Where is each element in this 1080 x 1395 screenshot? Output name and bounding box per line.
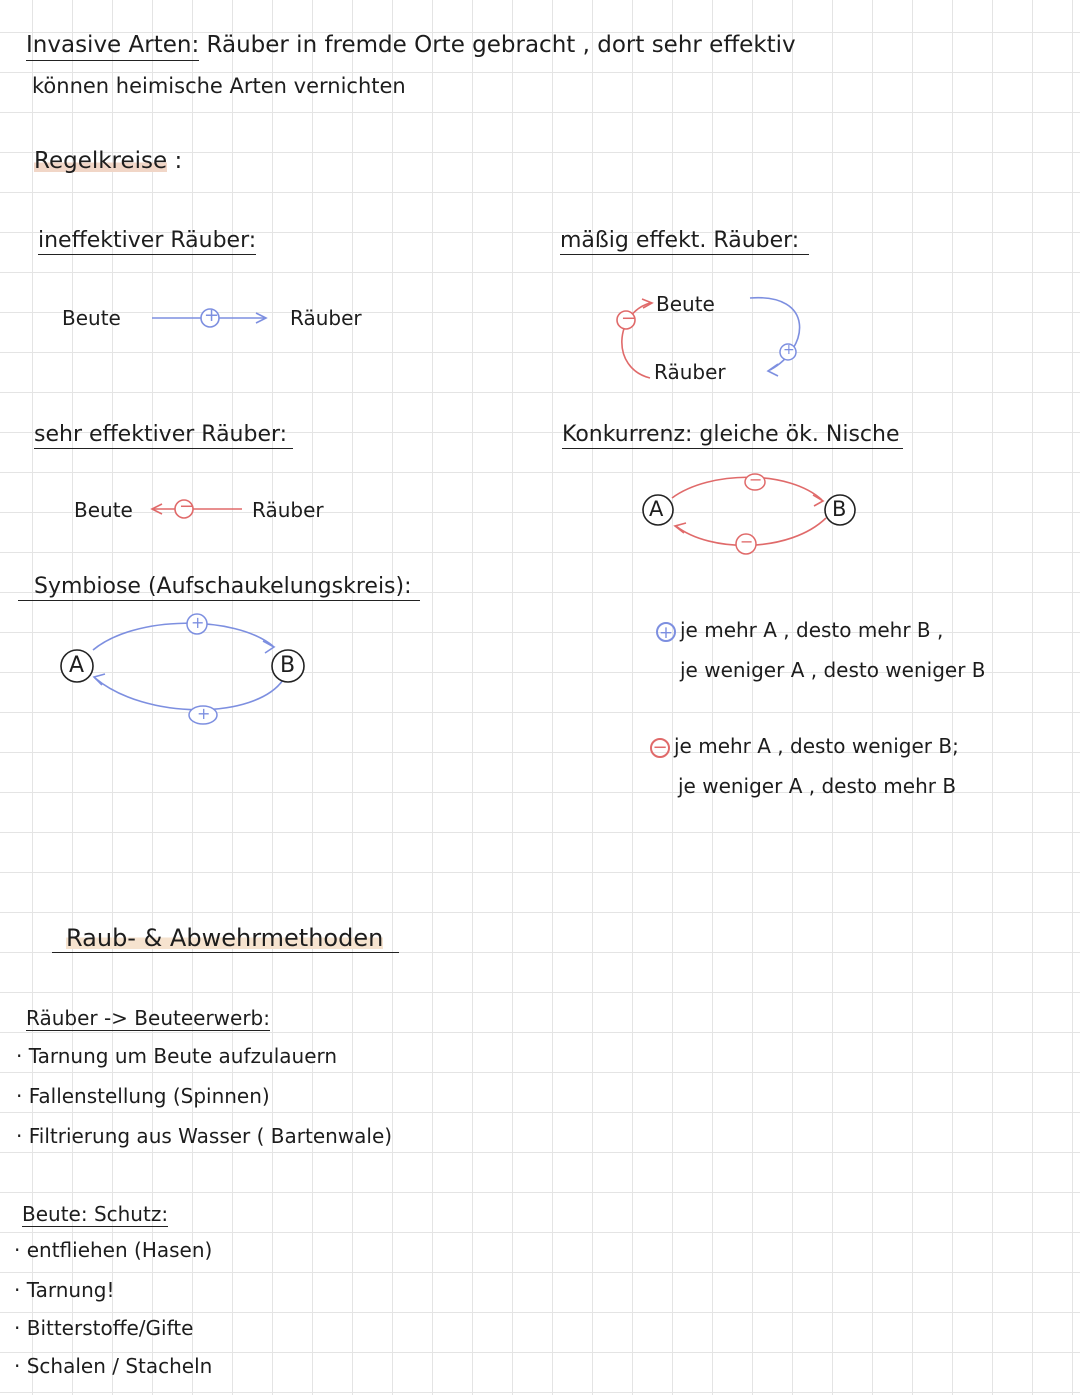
konkurrenz-title: Konkurrenz: gleiche ök. Nische: [562, 424, 903, 449]
list-item: · Tarnung!: [14, 1278, 115, 1302]
raeuber-item-2: Fallenstellung (Spinnen): [28, 1084, 270, 1108]
intro-line-1-rest: Räuber in fremde Orte gebracht , dort sehr effektiv: [206, 32, 796, 58]
symbiose-title: Symbiose (Aufschaukelungskreis):: [18, 576, 420, 601]
beute-item-3: Bitterstoffe/Gifte: [26, 1316, 194, 1340]
maessig-plus: +: [783, 342, 795, 358]
sehr-effektiv-arrow: [150, 496, 245, 522]
sehr-effektiv-beute: Beute: [74, 498, 133, 522]
methoden-title: Raub- & Abwehrmethoden: [66, 924, 384, 952]
regelkreise-title: Regelkreise: [34, 148, 168, 174]
intro-term: Invasive Arten:: [26, 32, 199, 61]
ineffektiv-beute: Beute: [62, 306, 121, 330]
raeuber-erwerb-title: Räuber -> Beuteerwerb:: [26, 1006, 270, 1030]
legend-plus-text-1: je mehr A , desto mehr B ,: [680, 618, 944, 642]
regelkreise-colon: :: [174, 148, 183, 174]
konkurrenz-minus-top: −: [749, 470, 763, 489]
beute-schutz-title: Beute: Schutz:: [22, 1202, 169, 1226]
maessig-raeuber: Räuber: [654, 360, 726, 384]
sehr-effektiv-sign: −: [179, 496, 195, 517]
maessig-beute: Beute: [656, 292, 715, 316]
intro-line-2: können heimische Arten vernichten: [32, 74, 406, 98]
legend-plus-line-2: je weniger A , desto weniger B: [680, 658, 986, 682]
list-item: · entfliehen (Hasen): [14, 1238, 213, 1262]
beute-item-2: Tarnung!: [26, 1278, 115, 1302]
legend-plus-line-1: [656, 620, 943, 642]
sehr-effektiv-raeuber: Räuber: [252, 498, 324, 522]
ineffektiv-sign: +: [204, 305, 220, 326]
beute-item-4: Schalen / Stacheln: [26, 1354, 213, 1378]
symbiose-b: B: [280, 653, 296, 678]
symbiose-plus-top: +: [191, 613, 205, 632]
list-item: · Schalen / Stacheln: [14, 1354, 213, 1378]
maessig-minus: −: [621, 308, 637, 329]
ineffektiv-raeuber: Räuber: [290, 306, 362, 330]
konkurrenz-b: B: [832, 497, 847, 521]
regelkreise-heading: [34, 150, 182, 173]
methoden-heading: [52, 926, 399, 953]
sehr-effektiv-title: sehr effektiver Räuber:: [34, 424, 293, 449]
list-item: · Bitterstoffe/Gifte: [14, 1316, 194, 1340]
konkurrenz-a: A: [649, 497, 664, 521]
list-item: · Filtrierung aus Wasser ( Bartenwale): [16, 1124, 393, 1148]
list-item: · Tarnung um Beute aufzulauern: [16, 1044, 338, 1068]
raeuber-item-3: Filtrierung aus Wasser ( Bartenwale): [28, 1124, 393, 1148]
beute-item-1: entfliehen (Hasen): [26, 1238, 213, 1262]
symbiose-a: A: [69, 653, 85, 678]
minus-circle-icon: −: [650, 738, 670, 758]
raeuber-item-1: Tarnung um Beute aufzulauern: [28, 1044, 338, 1068]
list-item: · Fallenstellung (Spinnen): [16, 1084, 270, 1108]
legend-minus-line-2: je weniger A , desto mehr B: [678, 774, 957, 798]
konkurrenz-minus-bottom: −: [740, 532, 754, 551]
ineffektiv-title: ineffektiver Räuber:: [38, 228, 257, 253]
maessig-title: mäßig effekt. Räuber:: [560, 230, 809, 255]
plus-circle-icon: +: [656, 622, 676, 642]
legend-minus-text-1: je mehr A , desto weniger B;: [674, 734, 959, 758]
symbiose-plus-bottom: +: [197, 704, 211, 723]
legend-minus-line-1: [650, 736, 959, 758]
intro-line-1: [26, 34, 796, 57]
